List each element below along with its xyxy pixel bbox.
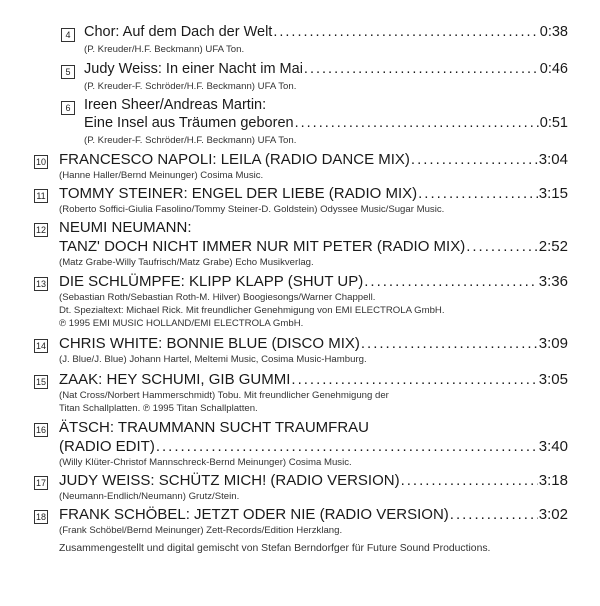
track-number: 11 xyxy=(34,189,48,203)
track-title-line xyxy=(84,115,568,131)
track-credit: (Sebastian Roth/Sebastian Roth-M. Hilver) Boogiesongs/Warner Chappell. xyxy=(59,292,376,303)
track-credit: (J. Blue/J. Blue) Johann Hartel, Meltemi Music, Cosima Music-Hamburg. xyxy=(59,354,367,365)
dot-leader xyxy=(304,61,539,77)
dot-leader xyxy=(418,185,538,202)
track-credit: (Roberto Soffici-Giulia Fasolino/Tommy Steiner-D. Goldstein) Odyssee Music/Sugar Music. xyxy=(59,204,445,215)
dot-leader xyxy=(466,238,538,255)
track-duration: 3:36 xyxy=(538,273,568,290)
track-credit: (P. Kreuder/H.F. Beckmann) UFA Ton. xyxy=(84,44,245,55)
track-title-line xyxy=(84,61,568,77)
track-credit: (Frank Schöbel/Bernd Meinunger) Zett-Records/Edition Herzklang. xyxy=(59,525,343,536)
track-credit: (Hanne Haller/Bernd Meinunger) Cosima Music. xyxy=(59,170,264,181)
track-title: (RADIO EDIT) xyxy=(59,438,155,455)
track-number: 12 xyxy=(35,225,46,235)
track-credit: ℗ 1995 EMI MUSIC HOLLAND/EMI ELECTROLA GmbH. xyxy=(59,318,304,329)
dot-leader xyxy=(411,151,538,168)
track-credit: Dt. Spezialtext: Michael Rick. Mit freundlicher Genehmigung von EMI ELECTROLA GmbH. xyxy=(59,305,445,316)
track-number: 15 xyxy=(35,377,46,387)
dot-leader xyxy=(361,335,538,352)
track-title-line xyxy=(59,185,568,202)
track-title-line xyxy=(59,151,568,168)
track-title: CHRIS WHITE: BONNIE BLUE (DISCO MIX) xyxy=(59,335,360,352)
track-title: FRANK SCHÖBEL: JETZT ODER NIE (RADIO VERSION) xyxy=(59,506,449,523)
track-number: 18 xyxy=(35,512,46,522)
track-title: TOMMY STEINER: ENGEL DER LIEBE (RADIO MIX) xyxy=(59,185,418,202)
dot-leader xyxy=(156,438,538,455)
track-title: Chor: Auf dem Dach der Welt xyxy=(84,24,273,40)
track-duration: 3:02 xyxy=(538,506,568,523)
track-credit: (Neumann-Endlich/Neumann) Grutz/Stein. xyxy=(59,491,240,502)
track-title: TANZ' DOCH NICHT IMMER NUR MIT PETER (RADIO MIX) xyxy=(59,238,466,255)
track-duration: 3:09 xyxy=(538,335,568,352)
track-title-line xyxy=(59,238,568,255)
dot-leader xyxy=(450,506,538,523)
track-title-first-line: ÄTSCH: TRAUMMANN SUCHT TRAUMFRAU xyxy=(59,419,370,436)
track-number: 10 xyxy=(35,157,46,167)
track-duration: 0:51 xyxy=(539,115,568,131)
track-duration: 2:52 xyxy=(538,238,568,255)
track-credit: (Matz Grabe-Willy Taufrisch/Matz Grabe) Echo Musikverlag. xyxy=(59,257,314,268)
track-credit: (P. Kreuder-F. Schröder/H.F. Beckmann) UFA Ton. xyxy=(84,81,297,92)
track-title-line xyxy=(59,273,568,290)
track-credit: (P. Kreuder-F. Schröder/H.F. Beckmann) UFA Ton. xyxy=(84,135,297,146)
track-title: JUDY WEISS: SCHÜTZ MICH! (RADIO VERSION) xyxy=(59,472,400,489)
track-title: DIE SCHLÜMPFE: KLIPP KLAPP (SHUT UP) xyxy=(59,273,364,290)
dot-leader xyxy=(273,24,538,40)
track-number: 17 xyxy=(35,478,46,488)
track-duration: 3:18 xyxy=(538,472,568,489)
track-duration: 3:40 xyxy=(538,438,568,455)
dot-leader xyxy=(291,371,537,388)
dot-leader xyxy=(401,472,538,489)
track-duration: 0:46 xyxy=(539,61,568,77)
track-duration: 3:15 xyxy=(538,185,568,202)
track-credit: (Willy Klüter-Christof Mannschreck-Bernd Meinunger) Cosima Music. xyxy=(59,457,352,468)
track-title: FRANCESCO NAPOLI: LEILA (RADIO DANCE MIX) xyxy=(59,151,410,168)
track-number: 13 xyxy=(35,279,46,289)
track-title: Eine Insel aus Träumen geboren xyxy=(84,115,294,131)
track-number: 4 xyxy=(61,28,75,42)
track-title-line xyxy=(59,335,568,352)
track-title-line xyxy=(59,371,568,388)
track-number: 14 xyxy=(35,341,46,351)
track-title-line xyxy=(59,438,568,455)
track-number: 5 xyxy=(61,65,75,79)
track-number: 16 xyxy=(35,425,46,435)
track-credit: Titan Schallplatten. ℗ 1995 Titan Schallplatten. xyxy=(59,403,258,414)
production-credit: Zusammengestellt und digital gemischt von Stefan Berndorfger für Future Sound Productions. xyxy=(59,543,491,554)
track-duration: 3:05 xyxy=(538,371,568,388)
track-title-line xyxy=(59,506,568,523)
track-title-first-line: Ireen Sheer/Andreas Martin: xyxy=(84,97,267,113)
dot-leader xyxy=(364,273,538,290)
track-duration: 0:38 xyxy=(539,24,568,40)
track-credit: (Nat Cross/Norbert Hammerschmidt) Tobu. Mit freundlicher Genehmigung der xyxy=(59,390,389,401)
track-title: ZAAK: HEY SCHUMI, GIB GUMMI xyxy=(59,371,291,388)
dot-leader xyxy=(295,115,539,131)
track-title-line xyxy=(84,24,568,40)
track-duration: 3:04 xyxy=(538,151,568,168)
track-title: Judy Weiss: In einer Nacht im Mai xyxy=(84,61,303,77)
track-title-first-line: NEUMI NEUMANN: xyxy=(59,219,192,236)
track-title-line xyxy=(59,472,568,489)
track-number: 6 xyxy=(61,101,75,115)
